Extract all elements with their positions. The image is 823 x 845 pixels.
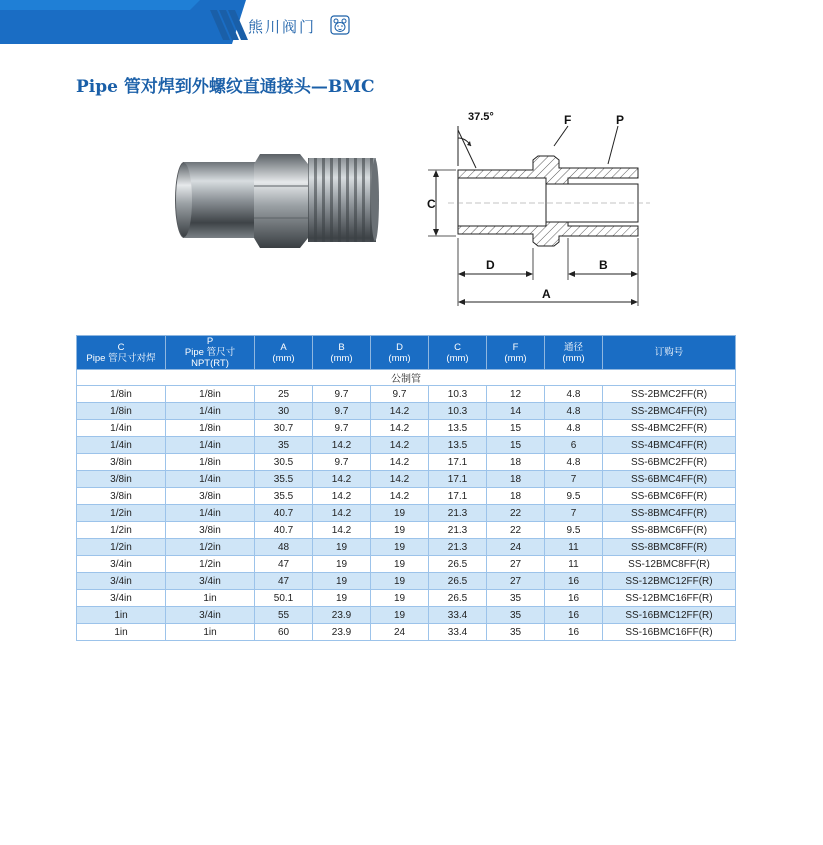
column-header — [77, 336, 166, 370]
table-cell: 1/2in — [77, 522, 166, 539]
column-header-label: C — [117, 341, 125, 353]
table-cell: 1/2in — [166, 556, 255, 573]
column-header-label: 订购号 — [654, 347, 684, 358]
table-cell: 22 — [487, 505, 545, 522]
table-cell: 3/8in — [77, 471, 166, 488]
table-cell: 14.2 — [371, 420, 429, 437]
table-row — [77, 556, 736, 573]
table-cell: 15 — [487, 420, 545, 437]
table-cell: 1/4in — [166, 505, 255, 522]
table-cell: 19 — [371, 522, 429, 539]
column-header-unit: (mm) — [504, 352, 527, 364]
column-header — [603, 336, 736, 370]
angle-label: 37.5° — [468, 111, 494, 123]
table-cell: 14.2 — [313, 471, 371, 488]
table-cell: 16 — [545, 607, 603, 624]
table-cell: 23.9 — [313, 624, 371, 641]
table-row — [77, 454, 736, 471]
table-cell: 14.2 — [313, 505, 371, 522]
bear-logo-icon — [330, 15, 350, 35]
table-cell: 25 — [255, 386, 313, 403]
table-cell: 23.9 — [313, 607, 371, 624]
table-row — [77, 539, 736, 556]
table-cell: 27 — [487, 573, 545, 590]
table-cell: 1in — [77, 624, 166, 641]
table-cell: 1/4in — [166, 471, 255, 488]
column-header-label: C — [454, 341, 461, 353]
table-row — [77, 488, 736, 505]
column-header-unit: Pipe 管尺寸对焊 — [86, 352, 156, 364]
table-cell: 4.8 — [545, 403, 603, 420]
table-cell: 19 — [371, 590, 429, 607]
product-photo — [170, 150, 380, 260]
column-header — [545, 336, 603, 370]
table-cell: 14.2 — [371, 488, 429, 505]
table-cell: 9.7 — [313, 420, 371, 437]
table-cell: 18 — [487, 454, 545, 471]
table-cell: SS-8BMC6FF(R) — [603, 522, 736, 539]
dim-label-f: F — [564, 113, 572, 127]
table-cell: SS-12BMC16FF(R) — [603, 590, 736, 607]
table-cell: 27 — [487, 556, 545, 573]
table-cell: 7 — [545, 471, 603, 488]
table-cell: 11 — [545, 539, 603, 556]
table-cell: 55 — [255, 607, 313, 624]
table-cell: 7 — [545, 505, 603, 522]
table-cell: 60 — [255, 624, 313, 641]
table-cell: 35 — [487, 624, 545, 641]
table-cell: SS-12BMC8FF(R) — [603, 556, 736, 573]
table-cell: 40.7 — [255, 505, 313, 522]
table-cell: 30 — [255, 403, 313, 420]
table-cell: 4.8 — [545, 386, 603, 403]
dim-label-c: C — [427, 197, 436, 211]
table-row — [77, 505, 736, 522]
table-cell: 30.5 — [255, 454, 313, 471]
column-header — [487, 336, 545, 370]
table-row — [77, 437, 736, 454]
table-cell: 1in — [77, 607, 166, 624]
table-cell: 35 — [487, 607, 545, 624]
table-cell: 1in — [166, 590, 255, 607]
table-cell: 13.5 — [429, 420, 487, 437]
table-cell: 35.5 — [255, 488, 313, 505]
table-row — [77, 624, 736, 641]
dim-label-d: D — [486, 258, 495, 272]
dim-label-b: B — [599, 258, 608, 272]
column-header-unit: (mm) — [562, 352, 585, 364]
dim-label-a: A — [542, 287, 551, 301]
table-cell: 26.5 — [429, 573, 487, 590]
table-cell: 1/4in — [77, 420, 166, 437]
table-row — [77, 573, 736, 590]
table-cell: 19 — [313, 573, 371, 590]
column-header-unit: (mm) — [330, 352, 353, 364]
table-cell: 40.7 — [255, 522, 313, 539]
table-row — [77, 590, 736, 607]
dim-label-p: P — [616, 113, 625, 127]
page-title: Pipe 管对焊到外螺纹直通接头—BMC — [76, 77, 375, 97]
table-cell: 4.8 — [545, 420, 603, 437]
column-header — [371, 336, 429, 370]
table-cell: SS-16BMC16FF(R) — [603, 624, 736, 641]
table-cell: 22 — [487, 522, 545, 539]
table-cell: 17.1 — [429, 471, 487, 488]
table-cell: 14.2 — [313, 437, 371, 454]
table-cell: 3/8in — [77, 488, 166, 505]
column-header-label: 通径 — [563, 341, 583, 353]
table-row — [77, 471, 736, 488]
table-cell: 1/2in — [77, 505, 166, 522]
table-cell: 10.3 — [429, 386, 487, 403]
table-cell: 30.7 — [255, 420, 313, 437]
table-cell: 33.4 — [429, 607, 487, 624]
table-header-row — [77, 336, 736, 370]
table-cell: 19 — [371, 556, 429, 573]
table-cell: 26.5 — [429, 590, 487, 607]
table-cell: 19 — [371, 573, 429, 590]
table-cell: 16 — [545, 590, 603, 607]
table-cell: 14.2 — [371, 437, 429, 454]
table-cell: 14.2 — [371, 403, 429, 420]
table-cell: 3/4in — [77, 556, 166, 573]
table-cell: 26.5 — [429, 556, 487, 573]
table-cell: 19 — [371, 505, 429, 522]
column-header-unit: (mm) — [388, 352, 411, 364]
table-cell: 21.3 — [429, 522, 487, 539]
table-cell: 3/4in — [77, 573, 166, 590]
table-cell: SS-8BMC4FF(R) — [603, 505, 736, 522]
table-cell: 48 — [255, 539, 313, 556]
table-cell: 3/8in — [77, 454, 166, 471]
table-cell: 3/4in — [166, 573, 255, 590]
column-header-label: D — [396, 341, 403, 353]
table-row — [77, 403, 736, 420]
table-cell: 1in — [166, 624, 255, 641]
table-cell: 1/8in — [166, 386, 255, 403]
table-row — [77, 420, 736, 437]
table-cell: 6 — [545, 437, 603, 454]
table-row — [77, 386, 736, 403]
table-cell: SS-4BMC4FF(R) — [603, 437, 736, 454]
table-cell: 3/8in — [166, 522, 255, 539]
table-cell: 13.5 — [429, 437, 487, 454]
table-cell: 19 — [371, 539, 429, 556]
table-cell: 9.5 — [545, 522, 603, 539]
table-cell: 9.5 — [545, 488, 603, 505]
table-cell: 14 — [487, 403, 545, 420]
table-row — [77, 522, 736, 539]
table-cell: 14.2 — [313, 488, 371, 505]
table-cell: 47 — [255, 556, 313, 573]
table-cell: 17.1 — [429, 454, 487, 471]
table-cell: 17.1 — [429, 488, 487, 505]
table-cell: 1/8in — [77, 386, 166, 403]
table-cell: 14.2 — [313, 522, 371, 539]
table-cell: 1/8in — [166, 454, 255, 471]
column-header-unit: (mm) — [446, 352, 469, 364]
table-cell: 19 — [371, 607, 429, 624]
table-cell: 3/4in — [77, 590, 166, 607]
header-bar — [0, 0, 823, 44]
table-cell: 33.4 — [429, 624, 487, 641]
table-cell: 16 — [545, 573, 603, 590]
table-cell: 14.2 — [371, 471, 429, 488]
table-cell: 1/2in — [166, 539, 255, 556]
column-header-unit: Pipe 管尺寸 NPT(RT) — [184, 347, 236, 369]
table-cell: 10.3 — [429, 403, 487, 420]
table-cell: 19 — [313, 590, 371, 607]
table-cell: 47 — [255, 573, 313, 590]
table-cell: 15 — [487, 437, 545, 454]
table-row — [77, 607, 736, 624]
column-header — [166, 336, 255, 370]
table-cell: 4.8 — [545, 454, 603, 471]
table-cell: SS-6BMC2FF(R) — [603, 454, 736, 471]
table-cell: SS-12BMC12FF(R) — [603, 573, 736, 590]
table-cell: 9.7 — [313, 386, 371, 403]
table-cell: 3/4in — [166, 607, 255, 624]
table-cell: 24 — [487, 539, 545, 556]
table-cell: SS-4BMC2FF(R) — [603, 420, 736, 437]
table-cell: 11 — [545, 556, 603, 573]
table-cell: 50.1 — [255, 590, 313, 607]
table-cell: SS-6BMC4FF(R) — [603, 471, 736, 488]
table-cell: SS-16BMC12FF(R) — [603, 607, 736, 624]
table-cell: 9.7 — [313, 454, 371, 471]
table-cell: 35.5 — [255, 471, 313, 488]
table-cell: 24 — [371, 624, 429, 641]
column-header-label: F — [512, 341, 519, 353]
table-cell: 19 — [313, 539, 371, 556]
table-cell: 1/4in — [166, 403, 255, 420]
table-cell: 9.7 — [313, 403, 371, 420]
table-cell: 21.3 — [429, 505, 487, 522]
column-header — [313, 336, 371, 370]
table-cell: SS-6BMC6FF(R) — [603, 488, 736, 505]
table-cell: 1/4in — [166, 437, 255, 454]
section-label: 公制管 — [77, 370, 736, 386]
table-cell: 35 — [487, 590, 545, 607]
column-header — [429, 336, 487, 370]
table-cell: 35 — [255, 437, 313, 454]
table-cell: 1/4in — [77, 437, 166, 454]
table-cell: 1/8in — [166, 420, 255, 437]
table-cell: 18 — [487, 471, 545, 488]
table-cell: 21.3 — [429, 539, 487, 556]
table-cell: SS-2BMC4FF(R) — [603, 403, 736, 420]
table-cell: 9.7 — [371, 386, 429, 403]
table-cell: SS-8BMC8FF(R) — [603, 539, 736, 556]
column-header-label: P — [206, 336, 214, 347]
table-cell: 3/8in — [166, 488, 255, 505]
table-cell: 18 — [487, 488, 545, 505]
table-cell: 14.2 — [371, 454, 429, 471]
spec-table — [76, 335, 736, 641]
section-row — [77, 370, 736, 386]
table-cell: 1/8in — [77, 403, 166, 420]
column-header-label: A — [280, 341, 287, 353]
brand-name: 熊川阀门 — [248, 18, 317, 36]
column-header-unit: (mm) — [272, 352, 295, 364]
column-header — [255, 336, 313, 370]
column-header-label: B — [338, 341, 345, 353]
technical-drawing — [418, 108, 668, 314]
table-cell: 19 — [313, 556, 371, 573]
table-cell: 1/2in — [77, 539, 166, 556]
table-cell: 12 — [487, 386, 545, 403]
table-cell: 16 — [545, 624, 603, 641]
table-cell: SS-2BMC2FF(R) — [603, 386, 736, 403]
